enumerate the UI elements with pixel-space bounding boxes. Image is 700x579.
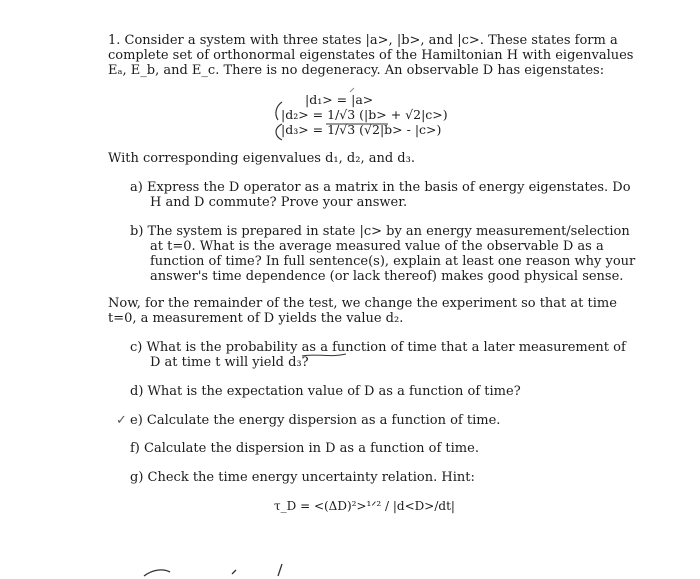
part-b-line-2: at t=0. What is the average measured value of the observable D as a <box>150 239 604 254</box>
part-b-line-3: function of time? In full sentence(s), explain at least one reason why your <box>150 254 636 269</box>
eigenstate-d2: |d₂> = 1/√3 (|b> + √2|c>) <box>281 107 448 122</box>
part-d: d) What is the expectation value of D as a function of time? <box>130 384 521 399</box>
eigenstate-d3: |d₃> = 1/√3 (√2|b> - |c>) <box>281 122 442 137</box>
underline-mark <box>300 350 350 360</box>
part-g: g) Check the time energy uncertainty relation. Hint: <box>130 470 475 485</box>
eigenstate-d1: |d₁> = |a> <box>305 92 374 107</box>
eigenvalues-line: With corresponding eigenvalues d₁, d₂, and d₃. <box>108 151 415 166</box>
intro-line-2: complete set of orthonormal eigenstates of the Hamiltonian H with eigenvalues <box>108 48 634 63</box>
part-a-line-2: H and D commute? Prove your answer. <box>150 195 408 210</box>
hint-formula: τ_D = <(ΔD)²>¹ᐟ² / |d<D>/dt| <box>274 499 455 513</box>
part-b-line-4: answer's time dependence (or lack thereof) makes good physical sense. <box>150 269 624 284</box>
part-b-line-1: b) The system is prepared in state |c> by an energy measurement/selection <box>130 224 630 239</box>
checkmark-icon: ✓ <box>116 413 127 428</box>
part-f: f) Calculate the dispersion in D as a function of time. <box>130 441 479 456</box>
bottom-handwriting <box>140 560 300 579</box>
now-line-1: Now, for the remainder of the test, we change the experiment so that at time <box>108 296 617 311</box>
part-a-line-1: a) Express the D operator as a matrix in the basis of energy eigenstates. Do <box>130 180 631 195</box>
part-c-line-1: c) What is the probability as a function of time that a later measurement of <box>130 340 626 355</box>
part-e: e) Calculate the energy dispersion as a function of time. <box>130 413 501 428</box>
intro-line-3: Eₐ, E_b, and E_c. There is no degeneracy. An observable D has eigenstates: <box>108 63 605 78</box>
part-c-line-2: D at time t will yield d₃? <box>150 355 309 370</box>
now-line-2: t=0, a measurement of D yields the value d₂. <box>108 311 404 326</box>
intro-line-1: 1. Consider a system with three states |a>, |b>, and |c>. These states form a <box>108 33 618 48</box>
